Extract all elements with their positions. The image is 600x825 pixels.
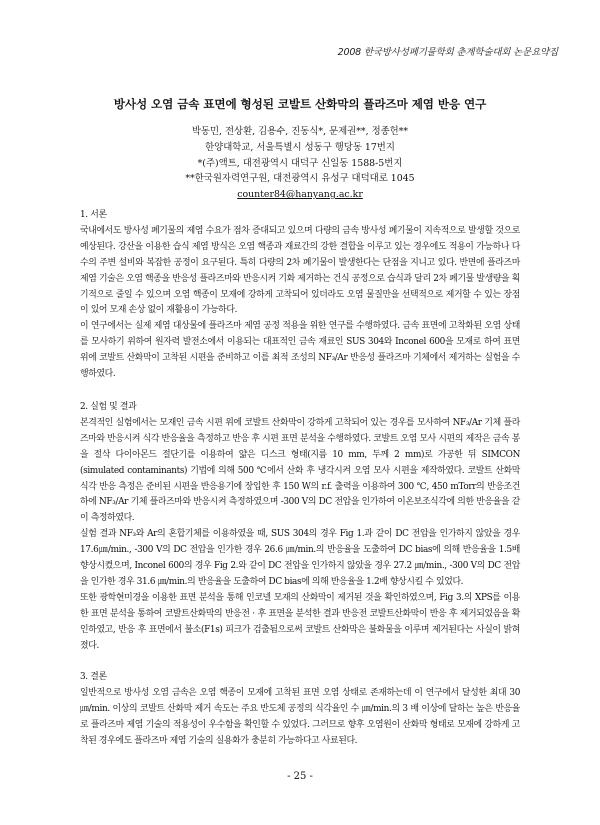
section-heading: 3. 결론: [80, 672, 107, 683]
paragraph: 일반적으로 방사성 오염 금속은 오염 핵종이 모재에 고착된 표면 오염 상태로 존재하는데 이 연구에서 달성한 최대 30 ㎛/min. 이상의 코발트 산화막 제거 속도는 주요 반도체 공정의 식각율인 수 ㎛/min.의 3 배 이상에 달하는 높은 반응율로 플라즈마 제염 기술의 적용성이 우수함을 확인할 수 있었다. 그러므로 향후 오염원이 산화막 형태로 모재에 강하게 고착된 경우에도 플라즈마 제염 기술의 실용화가 충분히 가능하다고 사료된다.: [80, 688, 520, 747]
paragraph: 본격적인 실험에서는 모재인 금속 시편 위에 코발트 산화막이 강하게 고착되어 있는 경우를 모사하여 NF₃/Ar 기체 플라즈마와 반응시켜 식각 반응율을 측정하고 반응 후 시편 표면 분석을 수행하였다. 코발트 오염 모사 시편의 제작은 금속 봉을 절삭 다이아몬드 절단기를 이용하여 얇은 디스크 형태(지름 10 mm, 두께 2 mm)로 가공한 뒤 SIMCON (simulated contaminants) 기법에 의해 500 ℃에서 산화 후 냉각시켜 오염 모사 시편을 제작하였다. 코발트 산화막 식각 반응 측정은 준비된 시편을 반응용기에 장입한 후 150 W의 r.f. 출력을 이용하여 300 ℃, 450 mTorr의 반응조건 하에 NF₃/Ar 기체 플라즈마와 반응시켜 측정하였으며 -300 V의 DC 전압을 인가하여 이온보조식각에 의한 반응율을 같이 측정하였다.: [80, 417, 520, 524]
author-email-link[interactable]: counter84@hanyang.ac.kr: [237, 189, 363, 201]
paper-body: [80, 208, 520, 750]
section-introduction: [80, 208, 520, 383]
section-experiment-results: [80, 400, 520, 655]
section-heading: 2. 실험 및 결과: [80, 401, 137, 412]
affiliation-hanyang: 한양대학교, 서울특별시 성동구 행당동 17번지: [205, 141, 395, 153]
paper-title: 방사성 오염 금속 표면에 형성된 코발트 산화막의 플라즈마 제염 반응 연구: [113, 97, 487, 111]
running-header: 2008 한국방사성폐기물학회 춘계학술대회 논문요약집: [337, 47, 558, 58]
paragraph: 이 연구에서는 실제 제염 대상물에 플라즈마 제염 공정 적용을 위한 연구를 수행하였다. 금속 표면에 고착화된 오염 상태를 모사하기 위하여 원자력 발전소에서 이용되는 대표적인 금속 재료인 SUS 304와 Inconel 600을 모재로 하여 표면 위에 코발트 산화막이 고착된 시편을 준비하고 이를 최적 조성의 NF₃/Ar 반응성 플라즈마 기체에서 제거하는 실험을 수행하였다.: [80, 321, 520, 380]
affiliation-act: *(주)액트, 대전광역시 대덕구 신일동 1588-5번지: [197, 157, 403, 169]
paragraph: 실험 결과 NF₃와 Ar의 혼합기체를 이용하였을 때, SUS 304의 경우 Fig 1.과 같이 DC 전압을 인가하지 않았을 경우 17.6㎛/min., -300 V의 DC 전압을 인가한 경우 26.6 ㎛/min.의 반응율을 도출하여 DC bias에 의해 반응율을 1.5배 향상시켰으며, Inconel 600의 경우 Fig 2.와 같이 DC 전압을 인가하지 않았을 경우 27.2 ㎛/min., -300 V의 DC 전압을 인가한 경우 31.6 ㎛/min.의 반응율을 도출하여 DC bias에 의해 반응율을 1.2배 향상시킬 수 있었다.: [80, 529, 520, 587]
affiliation-kaeri: **한국원자력연구원, 대전광역시 유성구 대덕대로 1045: [185, 173, 415, 185]
section-heading: 1. 서론: [80, 210, 107, 220]
paragraph: 국내에서도 방사성 폐기물의 제염 수요가 점차 증대되고 있으며 다량의 금속 방사성 폐기물이 지속적으로 발생할 것으로 예상된다. 강산을 이용한 습식 제염 방식은 오염 핵종과 재료간의 강한 결합을 이루고 있는 경우에도 적용이 가능하나 다수의 주변 설비와 복잡한 공정이 요구된다. 특히 다량의 2차 폐기물이 발생한다는 단점을 지니고 있다. 반면에 플라즈마 제염 기술은 오염 핵종을 반응성 플라즈마와 반응시켜 기화 제거하는 건식 공정으로 습식과 달리 2차 폐기물 발생량을 획기적으로 줄일 수 있으며 오염 핵종이 모재에 강하게 고착되어 있더라도 오염 물질만을 선택적으로 제거할 수 있는 장점이 있어 모재 손상 없이 재활용이 가능하다.: [80, 225, 520, 316]
author-list: 박동민, 전상환, 김용수, 진동식*, 문제권**, 정종헌**: [191, 126, 409, 137]
page-number: - 25 -: [287, 771, 313, 782]
paragraph: 또한 광학현미경을 이용한 표면 분석을 통해 인코넬 모재의 산화막이 제거된 것을 확인하였으며, Fig 3.의 XPS를 이용한 표면 분석을 통하여 코발트산화막의 반응전 · 후 표면을 분석한 결과 반응전 코발트산화막이 반응 후 제거되었음을 확인하였고, 반응 후 표면에서 불소(F1s) 피크가 검출됨으로써 코발트 산화막은 불화물을 이루며 제거된다는 사실이 밝혀졌다.: [80, 592, 520, 651]
section-conclusion: [80, 670, 520, 750]
author-block: [0, 124, 600, 203]
